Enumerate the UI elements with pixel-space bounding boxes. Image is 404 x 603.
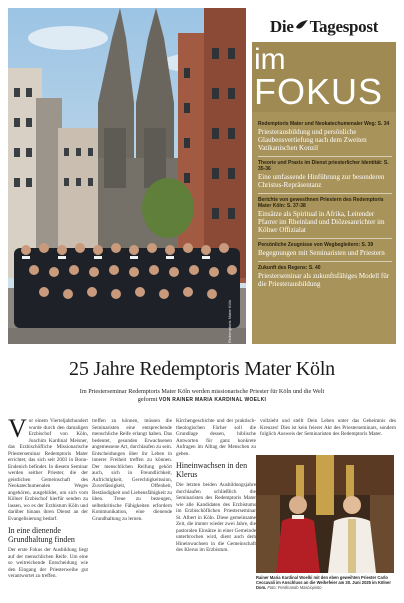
cathedral-group-photo (8, 8, 246, 344)
toc-kicker: Theorie und Praxis im Dienst priesterlicher Identität: S. 35-36 (258, 160, 389, 172)
article-column-4 (260, 418, 396, 440)
caption-text: Rainer Maria Kardinal Woelki mit den eben geweihten Priester Carlo Ceccavali im Anschluss an die Weihefeier am 30. Juni 2025 im Kölner Dom. (256, 575, 391, 590)
dropcap: V (8, 414, 27, 443)
toc-kicker: Persönliche Zeugnisse von Wegbegleitern: S. 39 (258, 242, 374, 248)
toc-kicker: Zukunft des Regens: S. 40 (258, 265, 321, 271)
toc-kicker: Berichte von gewesthnen Priestern des Redemptoris Mater Köln: S. 37-38 (258, 197, 384, 209)
masthead-die: Die (269, 17, 294, 36)
focus-im: im (254, 43, 286, 76)
focus-title: FOKUS (254, 71, 384, 112)
subheading: Hineinwachsen in den Klerus (176, 461, 248, 479)
ordination-photo (256, 455, 394, 573)
column-text: vollzieht und stellt Dein Leben unter das Geheimnis des Kreuzes! Dies ist kein feierer Akt des Priesterseminars, sondern folglich Ausweis der Seminaristen des Redemptoris Mater. (260, 418, 396, 437)
toc-item[interactable] (258, 193, 392, 238)
column-text: or einem Vierteljahrhundert wurde durch den damaligen Erzbischof von Köln, Joachim Kardinal Meisner, das Erzbischöfliche Missionarische Priesterseminar Redemptoris Mater errichtet, das sich seit 2003 in Bonn-Endenich befindet. In diesem Seminar werden seither Priester, die der geistlichen Gemeinschaft des Neokatechumenalen Weges angehören, ausgebildet, um sich vom Kölner Erzbischof hierfür senden zu lassen, wo es der Erzbistum Köln und darüber hinaus ihren Dienst an der Evangelisierung bedarf. (8, 418, 88, 522)
article-column-1 (8, 414, 88, 582)
toc-title: Eine umfassende Hinführung zur besonderen Christus-Repräsentanz (258, 173, 385, 189)
toc-title: Priesterausbildung und persönliche Glaubensvertiefung nach dem Zweiten Vatikanischen Konzil (258, 128, 367, 152)
toc-title: Begegnungen mit Seminaristen und Priestern (258, 249, 385, 257)
toc-item[interactable] (258, 238, 392, 261)
photo-caption (256, 575, 394, 590)
dove-icon (295, 18, 309, 37)
column-text: Der erste Fokus der Ausbildung liegt auf der menschlichen Reife. Um eine so weitreichende Entscheidung wie den Eingang der Priesterweihe gut verantwortet zu treffen. (8, 547, 88, 579)
masthead-logo (252, 14, 396, 40)
toc-item[interactable] (258, 118, 392, 156)
toc-title: Einsätze als Spiritual in Afrika, Leitender Pfarrer im Rheinland und Diözesanrichter im Kölner Offizialat (258, 210, 385, 234)
toc-title: Priesterseminar als zukunftsfähiges Modell für die Priesterausbildung (258, 272, 390, 288)
column-text: Kirchengeschichte und der praktisch-theologischen Fächer soll die Grundlage dessen, biblische Antworten für ganz konkrete Anfragen im Alltag der Menschen zu geben. (176, 418, 256, 457)
article-headline: 25 Jahre Redemptoris Mater Köln (69, 358, 335, 380)
photo-credit: Foto: Redemptoris Mater Köln (227, 300, 232, 354)
subheading: In eine dienende Grundhaltung finden (8, 526, 75, 544)
article-deck (70, 388, 334, 404)
column-text: treffen zu können, müssen die Seminaristen eine entsprechende menschliche Reife erlangt haben. Das bedeutet, gesunden Erwachsenen angemessene Art, durchlaufen zu sein. Entscheidungen über ihr Leben in innerer Freiheit treffen zu können. Der menschlichen Reifung gehört auch, sich in Freundlichkeit, Aufrichtigkeit, Gerechtigkeitssinn, Zuverlässigkeit, Offenheit, Beständigkeit und Liebensfähigkeit zu üben. Treue zu bezeugen, selbstkritische Fähigkeiten erfordern Kommunikation, eine dienende Grundhaltung zu lernen. (92, 418, 172, 522)
hero-photo (8, 8, 246, 344)
caption-credit: Foto: Ferdinando Masciopinto (267, 585, 322, 590)
article-column-3 (176, 418, 256, 556)
toc-kicker: Redemptoris Mater und Neokatechumenaler Weg: S. 34 (258, 121, 390, 127)
deck-author: VON RAINER MARIA KARDINAL WOELKI (158, 397, 267, 403)
column-text: Die letzten beiden Ausbildungsjahre durchlaufen schließlich die Seminaristen des Redemptoris Mater wie alle Kandidaten des Erzbistums im Erzbischöflichen Priesterseminar St. Albert in Köln. Diese gemeinsame Zeit, die immer wieder zwei Jahre, die pastoralen Einsätze in einer Gemeinde unterbrochen wird, dient auch dem Hineinwachsen in die Gemeinschaft des Klerus im Erzbistum. (176, 482, 256, 553)
masthead-tagespost: Tagespost (309, 17, 379, 36)
toc-item[interactable] (258, 261, 392, 292)
focus-banner (252, 42, 396, 112)
toc-item[interactable] (258, 156, 392, 193)
article-column-2 (92, 418, 172, 524)
table-of-contents (258, 118, 392, 292)
deck-text: Im Priesterseminar Redemptoris Mater Köln werden missionarische Priester für Köln und die Welt geformt (79, 388, 325, 403)
